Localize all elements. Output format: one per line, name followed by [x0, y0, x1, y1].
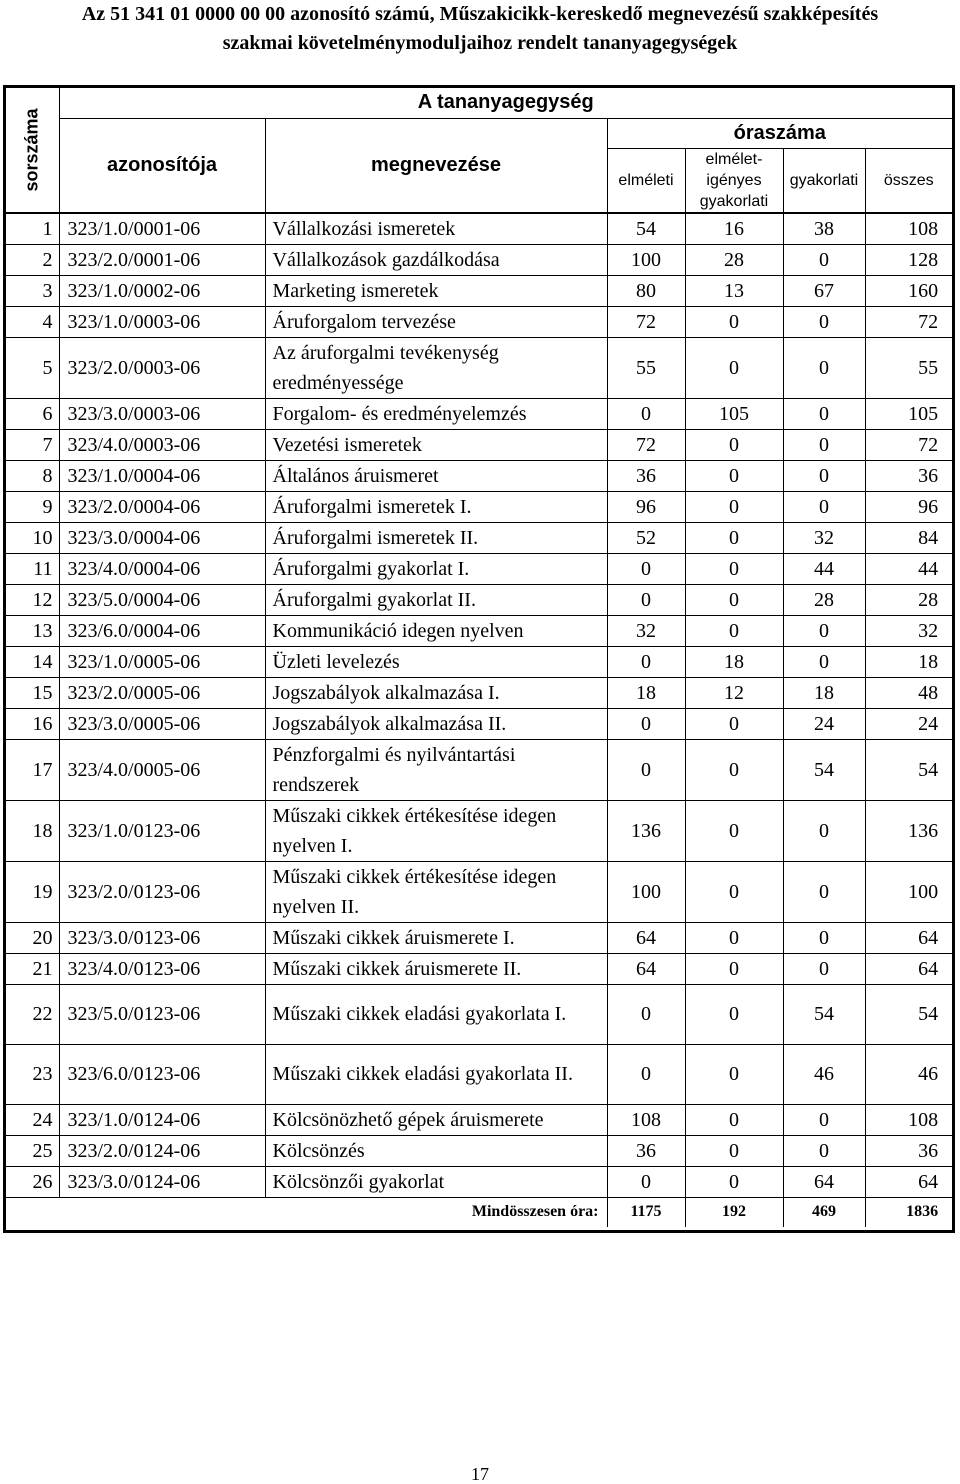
row-id: 323/6.0/0004-06: [59, 615, 265, 646]
row-gyakorlati: 0: [783, 398, 865, 429]
row-osszes: 64: [865, 953, 952, 984]
row-id: 323/1.0/0123-06: [59, 800, 265, 861]
row-number: 16: [6, 708, 59, 739]
row-id: 323/3.0/0004-06: [59, 522, 265, 553]
row-gyakorlati: 0: [783, 244, 865, 275]
row-elmeleti: 52: [607, 522, 685, 553]
row-elmeleti: 0: [607, 1044, 685, 1104]
row-osszes: 64: [865, 922, 952, 953]
row-gyakorlati: 0: [783, 491, 865, 522]
row-elmeletigenyes: 16: [685, 213, 783, 245]
row-osszes: 64: [865, 1166, 952, 1197]
row-name: Kölcsönzői gyakorlat: [265, 1166, 607, 1197]
table-row: [6, 213, 952, 245]
header-oraszama: óraszáma: [607, 118, 952, 148]
header-megnevezese: megnevezése: [265, 118, 607, 213]
row-elmeleti: 108: [607, 1104, 685, 1135]
row-number: 20: [6, 922, 59, 953]
row-name: Áruforgalmi ismeretek I.: [265, 491, 607, 522]
row-number: 3: [6, 275, 59, 306]
row-elmeletigenyes: 0: [685, 1104, 783, 1135]
row-elmeletigenyes: 105: [685, 398, 783, 429]
row-elmeletigenyes: 0: [685, 429, 783, 460]
row-number: 2: [6, 244, 59, 275]
row-osszes: 48: [865, 677, 952, 708]
row-osszes: 36: [865, 1135, 952, 1166]
row-elmeletigenyes: 0: [685, 491, 783, 522]
row-elmeleti: 0: [607, 1166, 685, 1197]
row-name: Üzleti levelezés: [265, 646, 607, 677]
header-gyakorlati: gyakorlati: [783, 148, 865, 213]
table-row: [6, 244, 952, 275]
row-osszes: 160: [865, 275, 952, 306]
row-gyakorlati: 0: [783, 337, 865, 398]
header-sorszama: sorszáma: [6, 88, 59, 213]
total-label: Mindösszesen óra:: [6, 1197, 607, 1227]
row-elmeletigenyes: 0: [685, 522, 783, 553]
row-number: 17: [6, 739, 59, 800]
row-id: 323/1.0/0001-06: [59, 213, 265, 245]
row-id: 323/1.0/0005-06: [59, 646, 265, 677]
row-id: 323/1.0/0003-06: [59, 306, 265, 337]
row-name: Jogszabályok alkalmazása I.: [265, 677, 607, 708]
table-row: [6, 337, 952, 398]
row-osszes: 36: [865, 460, 952, 491]
row-number: 14: [6, 646, 59, 677]
row-osszes: 108: [865, 1104, 952, 1135]
row-osszes: 55: [865, 337, 952, 398]
row-number: 11: [6, 553, 59, 584]
table-row: [6, 708, 952, 739]
row-elmeletigenyes: 0: [685, 984, 783, 1044]
table-row: [6, 275, 952, 306]
row-name: Kölcsönözhető gépek áruismerete: [265, 1104, 607, 1135]
row-name: Áruforgalmi gyakorlat I.: [265, 553, 607, 584]
row-gyakorlati: 54: [783, 739, 865, 800]
row-osszes: 100: [865, 861, 952, 922]
row-gyakorlati: 0: [783, 646, 865, 677]
table-row: [6, 984, 952, 1044]
row-id: 323/2.0/0124-06: [59, 1135, 265, 1166]
row-elmeleti: 18: [607, 677, 685, 708]
row-gyakorlati: 28: [783, 584, 865, 615]
row-elmeletigenyes: 0: [685, 922, 783, 953]
row-number: 1: [6, 213, 59, 245]
row-id: 323/1.0/0004-06: [59, 460, 265, 491]
row-name: Műszaki cikkek értékesítése idegen nyelven I.: [265, 800, 607, 861]
row-osszes: 96: [865, 491, 952, 522]
row-elmeleti: 100: [607, 244, 685, 275]
row-elmeleti: 0: [607, 553, 685, 584]
row-number: 8: [6, 460, 59, 491]
table-row: [6, 306, 952, 337]
row-number: 12: [6, 584, 59, 615]
table-row: [6, 1166, 952, 1197]
row-name: Műszaki cikkek eladási gyakorlata II.: [265, 1044, 607, 1104]
row-elmeleti: 32: [607, 615, 685, 646]
row-gyakorlati: 0: [783, 800, 865, 861]
row-elmeleti: 0: [607, 646, 685, 677]
total-row: [6, 1197, 952, 1227]
row-number: 18: [6, 800, 59, 861]
row-name: Jogszabályok alkalmazása II.: [265, 708, 607, 739]
row-elmeleti: 0: [607, 739, 685, 800]
table-body: [6, 213, 952, 1198]
table-row: [6, 460, 952, 491]
row-number: 15: [6, 677, 59, 708]
row-gyakorlati: 32: [783, 522, 865, 553]
row-id: 323/2.0/0004-06: [59, 491, 265, 522]
row-elmeletigenyes: 0: [685, 337, 783, 398]
row-elmeletigenyes: 0: [685, 800, 783, 861]
row-elmeletigenyes: 13: [685, 275, 783, 306]
row-elmeletigenyes: 0: [685, 739, 783, 800]
row-name: Műszaki cikkek áruismerete I.: [265, 922, 607, 953]
page-number: 17: [471, 1464, 489, 1484]
row-elmeletigenyes: 0: [685, 1044, 783, 1104]
table-row: [6, 1135, 952, 1166]
row-elmeletigenyes: 12: [685, 677, 783, 708]
table-row: [6, 861, 952, 922]
row-osszes: 128: [865, 244, 952, 275]
row-osszes: 105: [865, 398, 952, 429]
row-name: Kommunikáció idegen nyelven: [265, 615, 607, 646]
row-gyakorlati: 38: [783, 213, 865, 245]
row-gyakorlati: 0: [783, 306, 865, 337]
row-elmeletigenyes: 0: [685, 460, 783, 491]
row-osszes: 44: [865, 553, 952, 584]
row-osszes: 108: [865, 213, 952, 245]
table-row: [6, 491, 952, 522]
header-azonositoja: azonosítója: [59, 118, 265, 213]
header-elmeleti: elméleti: [607, 148, 685, 213]
row-elmeleti: 36: [607, 1135, 685, 1166]
curriculum-table: [3, 85, 955, 1233]
row-gyakorlati: 67: [783, 275, 865, 306]
document-title-line1: Az 51 341 01 0000 00 00 azonosító számú, Műszakicikk-kereskedő megnevezésű szakképesítés: [81, 3, 879, 25]
row-gyakorlati: 64: [783, 1166, 865, 1197]
row-gyakorlati: 0: [783, 953, 865, 984]
total-gyakorlati: 469: [783, 1197, 865, 1227]
total-elmeletigenyes: 192: [685, 1197, 783, 1227]
row-id: 323/1.0/0002-06: [59, 275, 265, 306]
row-name: Áruforgalmi gyakorlat II.: [265, 584, 607, 615]
row-id: 323/3.0/0003-06: [59, 398, 265, 429]
row-name: Vállalkozások gazdálkodása: [265, 244, 607, 275]
row-name: Az áruforgalmi tevékenység eredményessége: [265, 337, 607, 398]
row-gyakorlati: 0: [783, 460, 865, 491]
row-elmeletigenyes: 0: [685, 861, 783, 922]
row-osszes: 54: [865, 739, 952, 800]
table-row: [6, 429, 952, 460]
row-elmeleti: 96: [607, 491, 685, 522]
row-elmeletigenyes: 0: [685, 708, 783, 739]
row-elmeletigenyes: 0: [685, 306, 783, 337]
row-elmeleti: 64: [607, 953, 685, 984]
row-number: 7: [6, 429, 59, 460]
row-gyakorlati: 18: [783, 677, 865, 708]
row-id: 323/5.0/0123-06: [59, 984, 265, 1044]
row-osszes: 18: [865, 646, 952, 677]
row-name: Áruforgalmi ismeretek II.: [265, 522, 607, 553]
row-elmeleti: 55: [607, 337, 685, 398]
row-gyakorlati: 0: [783, 1104, 865, 1135]
row-osszes: 72: [865, 429, 952, 460]
row-number: 6: [6, 398, 59, 429]
row-elmeleti: 36: [607, 460, 685, 491]
row-gyakorlati: 0: [783, 615, 865, 646]
row-id: 323/1.0/0124-06: [59, 1104, 265, 1135]
row-gyakorlati: 46: [783, 1044, 865, 1104]
row-elmeleti: 0: [607, 984, 685, 1044]
row-name: Műszaki cikkek értékesítése idegen nyelven II.: [265, 861, 607, 922]
row-id: 323/4.0/0003-06: [59, 429, 265, 460]
row-gyakorlati: 44: [783, 553, 865, 584]
row-id: 323/4.0/0005-06: [59, 739, 265, 800]
row-gyakorlati: 0: [783, 429, 865, 460]
header-tananyagegyseg: A tananyagegység: [59, 88, 952, 118]
row-elmeleti: 54: [607, 213, 685, 245]
row-gyakorlati: 0: [783, 861, 865, 922]
table-row: [6, 677, 952, 708]
row-id: 323/2.0/0001-06: [59, 244, 265, 275]
table-row: [6, 584, 952, 615]
row-name: Marketing ismeretek: [265, 275, 607, 306]
row-id: 323/4.0/0004-06: [59, 553, 265, 584]
table-row: [6, 398, 952, 429]
row-id: 323/5.0/0004-06: [59, 584, 265, 615]
row-id: 323/3.0/0123-06: [59, 922, 265, 953]
table-row: [6, 1044, 952, 1104]
table-row: [6, 800, 952, 861]
header-elmeletigenyes: elmélet-igényes gyakorlati: [685, 148, 783, 213]
row-elmeleti: 100: [607, 861, 685, 922]
row-number: 24: [6, 1104, 59, 1135]
document-title-line2: szakmai követelménymoduljaihoz rendelt tananyagegységek: [222, 32, 738, 54]
row-number: 9: [6, 491, 59, 522]
document-title: [0, 0, 960, 58]
row-gyakorlati: 54: [783, 984, 865, 1044]
row-id: 323/2.0/0005-06: [59, 677, 265, 708]
row-elmeleti: 72: [607, 306, 685, 337]
row-id: 323/6.0/0123-06: [59, 1044, 265, 1104]
row-number: 23: [6, 1044, 59, 1104]
row-id: 323/2.0/0123-06: [59, 861, 265, 922]
row-number: 21: [6, 953, 59, 984]
table-row: [6, 953, 952, 984]
row-elmeleti: 0: [607, 708, 685, 739]
row-elmeletigenyes: 0: [685, 584, 783, 615]
row-elmeletigenyes: 0: [685, 1166, 783, 1197]
row-gyakorlati: 0: [783, 922, 865, 953]
row-number: 26: [6, 1166, 59, 1197]
row-id: 323/4.0/0123-06: [59, 953, 265, 984]
row-gyakorlati: 24: [783, 708, 865, 739]
row-osszes: 136: [865, 800, 952, 861]
row-name: Áruforgalom tervezése: [265, 306, 607, 337]
table-row: [6, 553, 952, 584]
row-name: Általános áruismeret: [265, 460, 607, 491]
row-name: Műszaki cikkek eladási gyakorlata I.: [265, 984, 607, 1044]
row-osszes: 84: [865, 522, 952, 553]
row-elmeletigenyes: 0: [685, 615, 783, 646]
row-id: 323/2.0/0003-06: [59, 337, 265, 398]
row-gyakorlati: 0: [783, 1135, 865, 1166]
row-elmeleti: 0: [607, 584, 685, 615]
row-number: 19: [6, 861, 59, 922]
row-number: 5: [6, 337, 59, 398]
row-elmeleti: 136: [607, 800, 685, 861]
row-name: Vezetési ismeretek: [265, 429, 607, 460]
row-number: 4: [6, 306, 59, 337]
row-elmeleti: 80: [607, 275, 685, 306]
row-elmeletigenyes: 0: [685, 1135, 783, 1166]
row-id: 323/3.0/0124-06: [59, 1166, 265, 1197]
row-osszes: 32: [865, 615, 952, 646]
row-osszes: 46: [865, 1044, 952, 1104]
table-row: [6, 646, 952, 677]
total-osszes: 1836: [906, 1203, 939, 1220]
table-row: [6, 739, 952, 800]
row-elmeletigenyes: 18: [685, 646, 783, 677]
row-elmeleti: 72: [607, 429, 685, 460]
row-id: 323/3.0/0005-06: [59, 708, 265, 739]
row-osszes: 24: [865, 708, 952, 739]
row-osszes: 72: [865, 306, 952, 337]
row-name: Vállalkozási ismeretek: [265, 213, 607, 245]
table-row: [6, 1104, 952, 1135]
row-elmeletigenyes: 0: [685, 953, 783, 984]
row-name: Kölcsönzés: [265, 1135, 607, 1166]
row-elmeleti: 64: [607, 922, 685, 953]
table-row: [6, 922, 952, 953]
table-row: [6, 522, 952, 553]
row-number: 10: [6, 522, 59, 553]
row-name: Forgalom- és eredményelemzés: [265, 398, 607, 429]
total-elmeleti: 1175: [607, 1197, 685, 1227]
row-name: Műszaki cikkek áruismerete II.: [265, 953, 607, 984]
table-row: [6, 615, 952, 646]
row-name: Pénzforgalmi és nyilvántartási rendszerek: [265, 739, 607, 800]
row-number: 25: [6, 1135, 59, 1166]
row-number: 22: [6, 984, 59, 1044]
row-elmeletigenyes: 0: [685, 553, 783, 584]
row-osszes: 54: [865, 984, 952, 1044]
row-osszes: 28: [865, 584, 952, 615]
row-elmeletigenyes: 28: [685, 244, 783, 275]
row-elmeleti: 0: [607, 398, 685, 429]
header-osszes: összes: [865, 148, 952, 213]
row-number: 13: [6, 615, 59, 646]
